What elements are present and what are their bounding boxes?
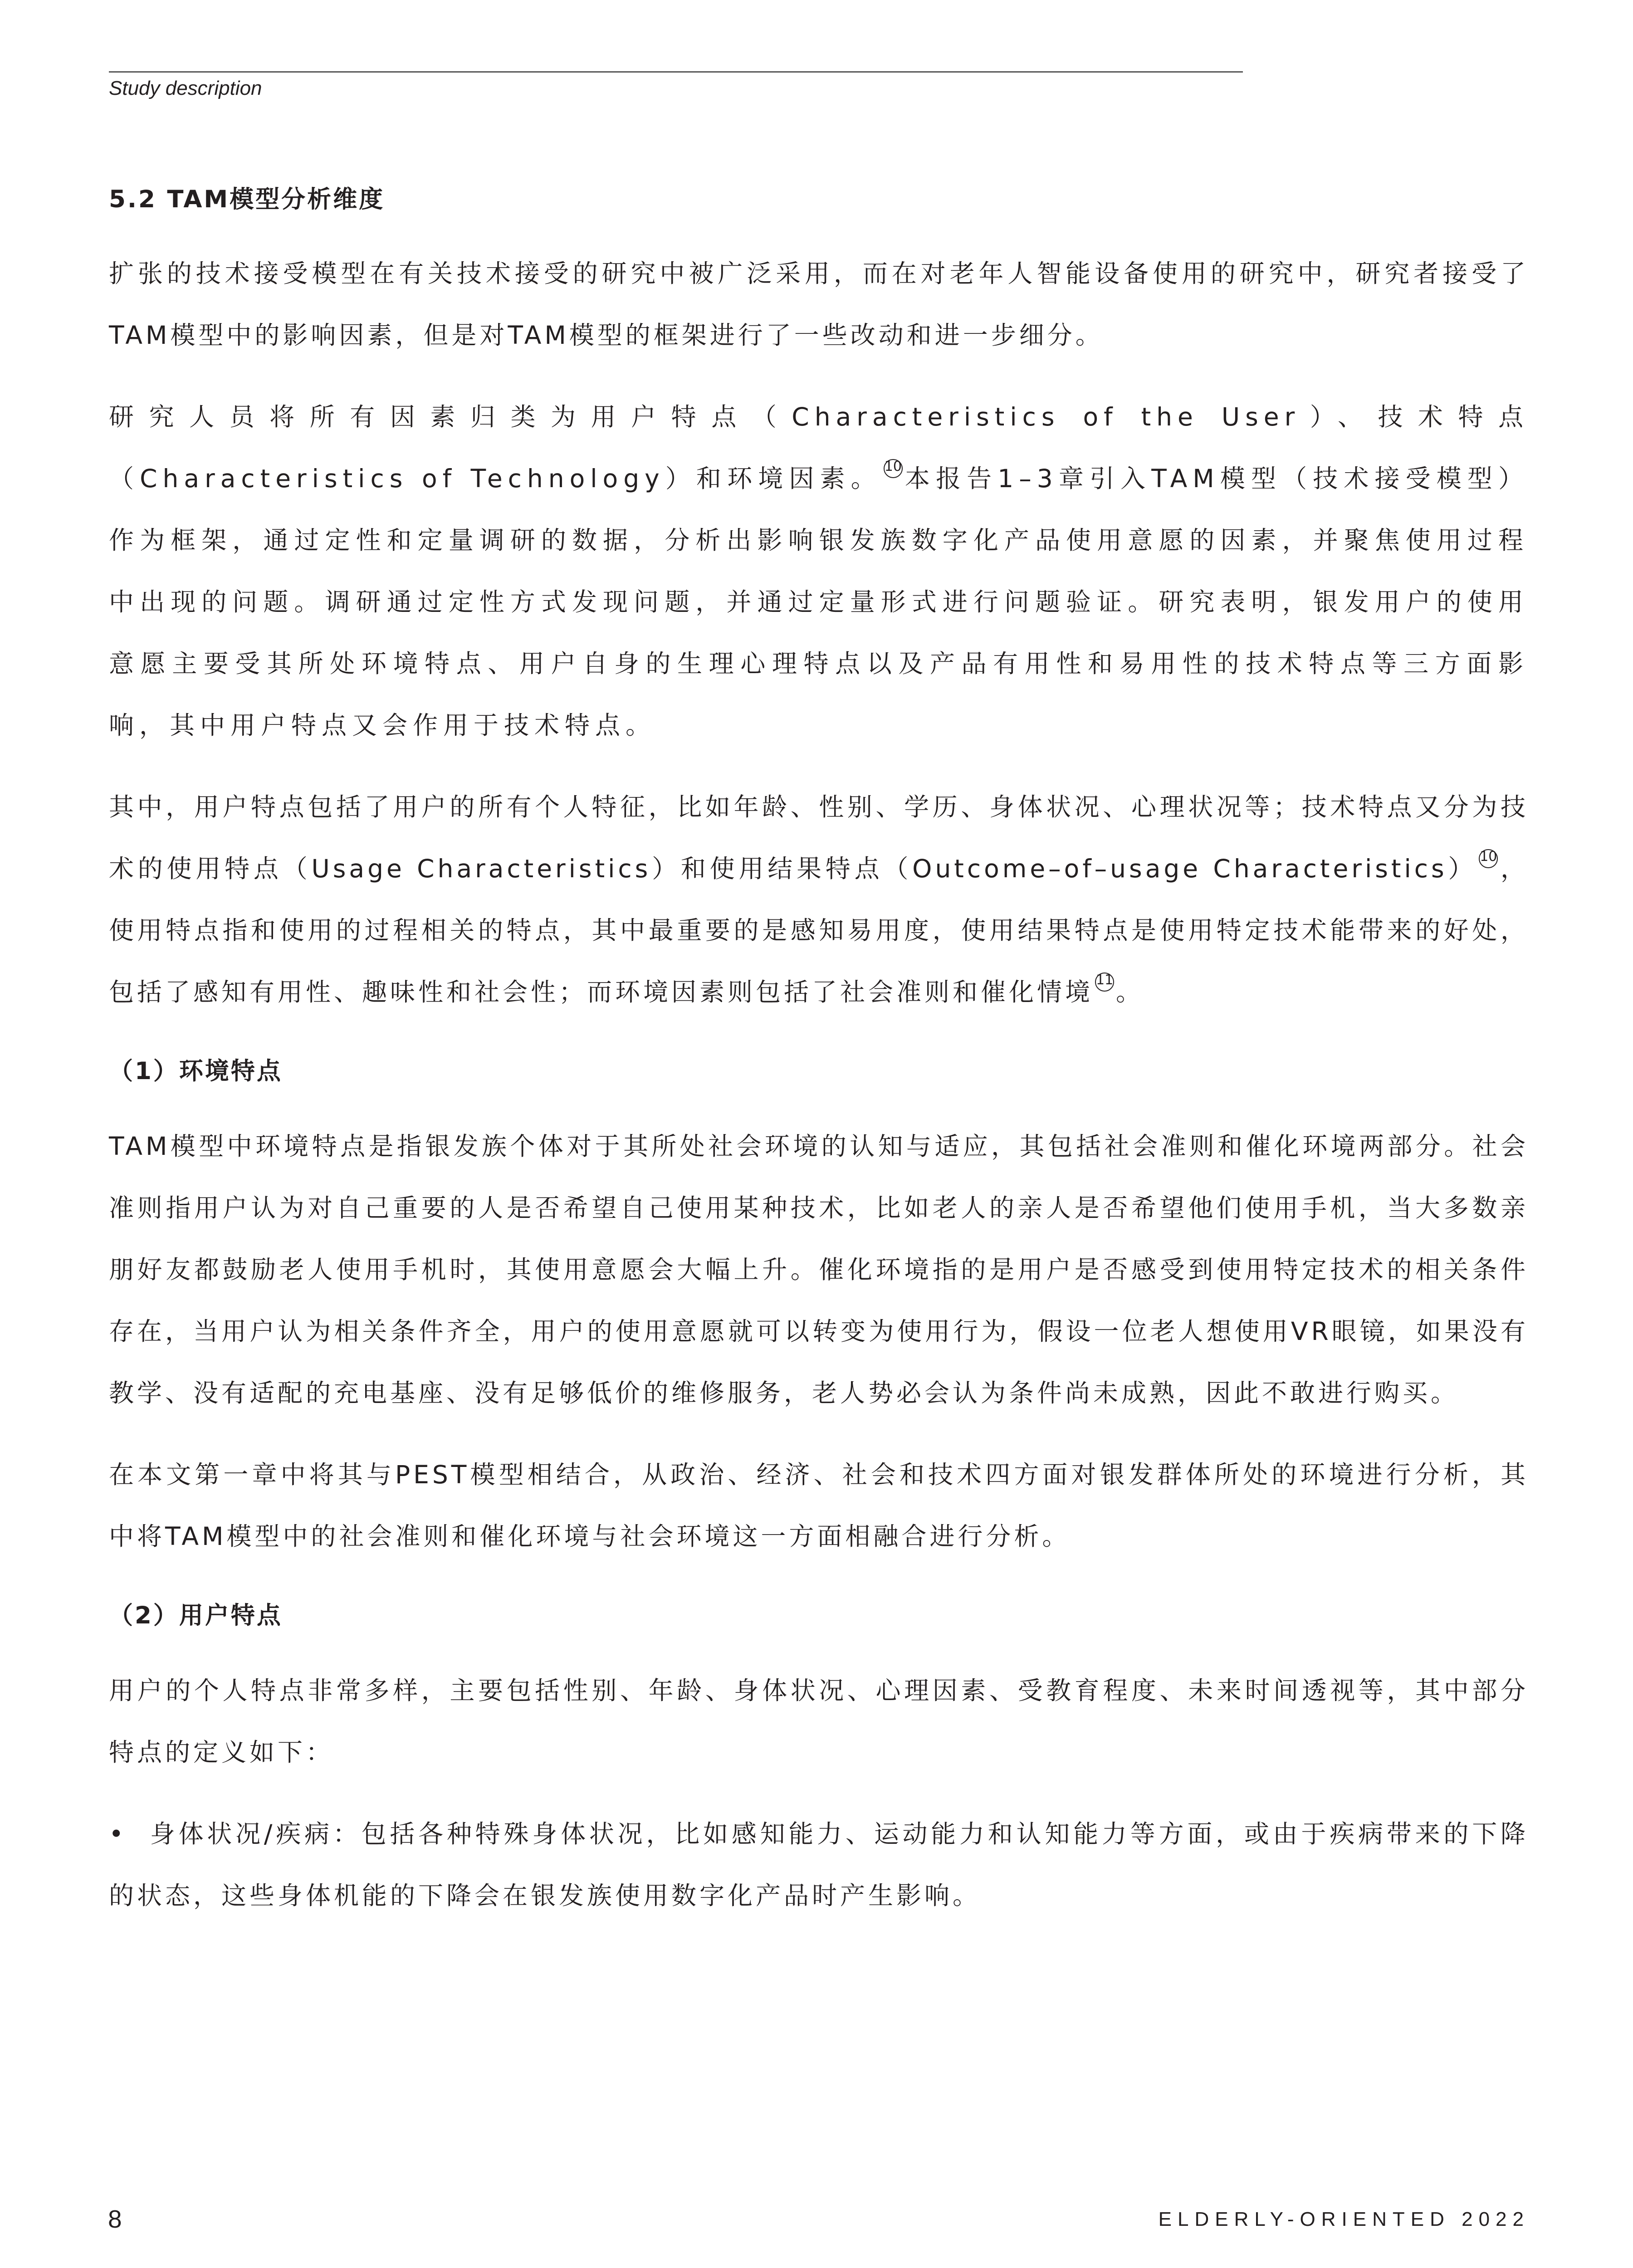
bullet-marker: • (109, 1819, 127, 1848)
running-header: Study description (109, 77, 262, 99)
footnote-ref[interactable]: 11 (1095, 973, 1114, 992)
paragraph-intro: 扩张的技术接受模型在有关技术接受的研究中被广泛采用，而在对老年人智能设备使用的研究中，研究者接受了TAM模型中的影响因素，但是对TAM模型的框架进行了一些改动和进一步细分。 (109, 259, 1529, 350)
footer-brand: ELDERLY-ORIENTED 2022 (1158, 2208, 1530, 2230)
bullet-item (109, 1803, 1529, 1926)
footnote-ref[interactable]: 10 (884, 459, 903, 478)
paragraph-characteristics-cont: ，使用特点指和使用的过程相关的特点，其中最重要的是感知易用度，使用结果特点是使用特定技术能带来的好处，包括了感知有用性、趣味性和社会性；而环境因素则包括了社会准则和催化情境 (109, 854, 1529, 1007)
paragraph-end-mark: 。 (1116, 978, 1144, 1007)
page-number: 8 (108, 2205, 122, 2233)
paragraph-pest: 在本文第一章中将其与PEST模型相结合，从政治、经济、社会和技术四方面对银发群体所处的环境进行分析，其中将TAM模型中的社会准则和催化环境与社会环境这一方面相融合进行分析。 (109, 1460, 1529, 1551)
paragraph-framework-text: 本报告1–3章引入TAM模型（技术接受模型）作为框架，通过定性和定量调研的数据，分析出影响银发族数字化产品使用意愿的因素，并聚焦使用过程中出现的问题。调研通过定性方式发现问题，并通过定量形式进行问题验证。研究表明，银发用户的使用意愿主要受其所处环境特点、用户自身的生理心理特点以及产品有用性和易用性的技术特点等三方面影响，其中用户特点又会作用于技术特点。 (109, 464, 1529, 740)
subsection-title-environment: （1）环境特点 (109, 1057, 283, 1085)
paragraph-user-intro: 用户的个人特点非常多样，主要包括性别、年龄、身体状况、心理因素、受教育程度、未来时间透视等，其中部分特点的定义如下： (109, 1676, 1529, 1767)
paragraph-environment: TAM模型中环境特点是指银发族个体对于其所处社会环境的认知与适应，其包括社会准则和催化环境两部分。社会准则指用户认为对自己重要的人是否希望自己使用某种技术，比如老人的亲人是否希望他们使用手机，当大多数亲朋好友都鼓励老人使用手机时，其使用意愿会大幅上升。催化环境指的是用户是否感受到使用特定技术的相关条件存在，当用户认为相关条件齐全，用户的使用意愿就可以转变为使用行为，假设一位老人想使用VR眼镜，如果没有教学、没有适配的充电基座、没有足够低价的维修服务，老人势必会认为条件尚未成熟，因此不敢进行购买。 (109, 1132, 1529, 1408)
page-content (109, 179, 1529, 1946)
paragraph-factors-text: 研究人员将所有因素归类为用户特点（Characteristics of the User）、技术特点（Characteristics of Technology）和环境因素。 (109, 402, 1529, 493)
bullet-text: 身体状况/疾病：包括各种特殊身体状况，比如感知能力、运动能力和认知能力等方面，或由于疾病带来的下降的状态，这些身体机能的下降会在银发族使用数字化产品时产生影响。 (109, 1819, 1529, 1910)
paragraph-factors (109, 386, 1529, 756)
subsection-title-user: （2）用户特点 (109, 1602, 283, 1629)
paragraph-characteristics-text: 其中，用户特点包括了用户的所有个人特征，比如年龄、性别、学历、身体状况、心理状况等；技术特点又分为技术的使用特点（Usage Characteristics）和使用结果特点（Outcome–of–usage Characteristics） (109, 792, 1529, 883)
header-divider (109, 71, 1243, 73)
section-title: 5.2 TAM模型分析维度 (109, 186, 385, 213)
footnote-ref[interactable]: 10 (1479, 849, 1498, 868)
paragraph-characteristics (109, 776, 1529, 1023)
